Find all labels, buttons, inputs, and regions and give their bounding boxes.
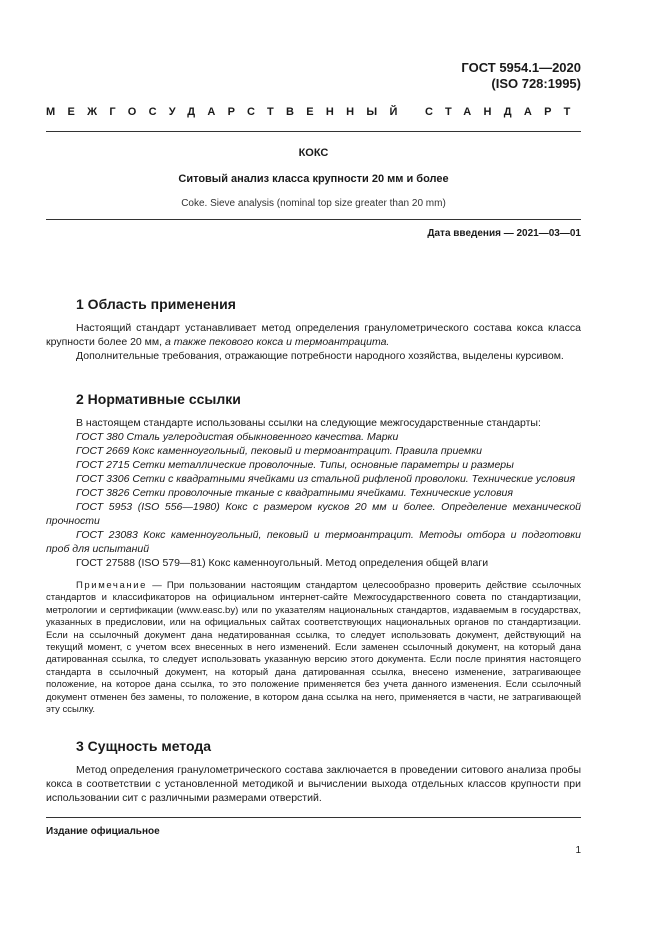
iso-number: (ISO 728:1995) xyxy=(491,76,581,91)
reference-item: ГОСТ 2669 Кокс каменноугольный, пековый и термоантрацит. Правила приемки xyxy=(76,445,483,457)
interstate-standard-banner: МЕЖГОСУДАРСТВЕННЫЙ СТАНДАРТ xyxy=(46,106,583,118)
page-number: 1 xyxy=(575,845,581,856)
reference-item: ГОСТ 3826 Сетки проволочные тканые с квадратными ячейками. Технические условия xyxy=(76,487,514,499)
reference-item: ГОСТ 27588 (ISO 579—81) Кокс каменноугольный. Метод определения общей влаги xyxy=(76,557,489,569)
standard-number: ГОСТ 5954.1—2020 xyxy=(461,60,581,75)
reference-item: ГОСТ 2715 Сетки металлические проволочные. Типы, основные параметры и размеры xyxy=(76,459,514,471)
reference-item: ГОСТ 380 Сталь углеродистая обыкновенного качества. Марки xyxy=(76,431,399,443)
references-note xyxy=(46,580,581,716)
section-3-paragraph-1: Метод определения гранулометрического состава заключается в проведении ситового анализа пробы кокса в соответствии с установленной методикой и вычислении выхода отдельных классов крупности при использовании сит с различными размерами отверстий. xyxy=(46,764,581,804)
references-intro: В настоящем стандарте использованы ссылки на следующие межгосударственные стандарты: xyxy=(76,417,541,429)
normative-references xyxy=(46,416,581,570)
document-english-title: Coke. Sieve analysis (nominal top size greater than 20 mm) xyxy=(181,198,446,209)
note-label: Примечание xyxy=(76,580,147,591)
reference-item: ГОСТ 3306 Сетки с квадратными ячейками из стальной рифленой проволоки. Технические условия xyxy=(76,473,576,485)
title-divider xyxy=(46,219,581,220)
reference-item: ГОСТ 23083 Кокс каменноугольный, пековый и термоантрацит. Методы отбора и подготовки проб для испытаний xyxy=(46,529,581,555)
document-subtitle: Ситовый анализ класса крупности 20 мм и более xyxy=(178,173,449,185)
introduction-date: Дата введения — 2021—03—01 xyxy=(427,228,581,239)
section-1-p1-italic: а также пекового кокса и термоантрацита. xyxy=(164,336,390,348)
note-text: — При пользовании настоящим стандартом целесообразно проверить действие ссылочных стандартов и классификаторов на официальном интернет-сайте Межгосударственного совета по стандартизации, метрологии и сертификации (www.easc.by) или по указателям национальных стандартов, издаваемым в государствах, указанных в предисловии, или на официальных сайтах соответствующих национальных органов по стандартизации. Если на ссылочный документ дана недатированная ссылка, то следует использовать документ, действующий на текущий момент, с учетом всех внесенных в него изменений. Если заменен ссылочный документ, на который дана датированная ссылка, то следует использовать указанную версию этого документа. Если после принятия настоящего стандарта в ссылочный документ, на который дана датированная ссылка, внесено изменение, затрагивающее положение, на которое дана ссылка, то это положение применяется без учета данного изменения. Если ссылочный документ отменен без замены, то положение, в котором дана ссылка на него, применяется в части, не затрагивающей эту ссылку. xyxy=(46,580,581,716)
section-3-body xyxy=(46,763,581,805)
section-1-heading: 1 Область применения xyxy=(76,296,236,312)
section-1-paragraph-1 xyxy=(46,321,581,349)
note-paragraph xyxy=(46,580,581,716)
section-1-paragraph-2: Дополнительные требования, отражающие потребности народного хозяйства, выделены курсивом. xyxy=(76,350,564,362)
section-1-body xyxy=(46,321,581,363)
standard-code-block xyxy=(461,60,581,92)
document-title: КОКС xyxy=(298,147,329,159)
reference-item: ГОСТ 5953 (ISO 556—1980) Кокс с размером кусков 20 мм и более. Определение механической прочности xyxy=(46,501,581,527)
header-divider xyxy=(46,131,581,132)
footer-divider xyxy=(46,817,581,818)
section-1-p1-text: Настоящий стандарт устанавливает метод определения гранулометрического состава кокса класса крупности более 20 мм, xyxy=(46,322,581,348)
section-2-heading: 2 Нормативные ссылки xyxy=(76,391,241,407)
official-edition-label: Издание официальное xyxy=(46,826,160,837)
section-3-heading: 3 Сущность метода xyxy=(76,738,212,754)
